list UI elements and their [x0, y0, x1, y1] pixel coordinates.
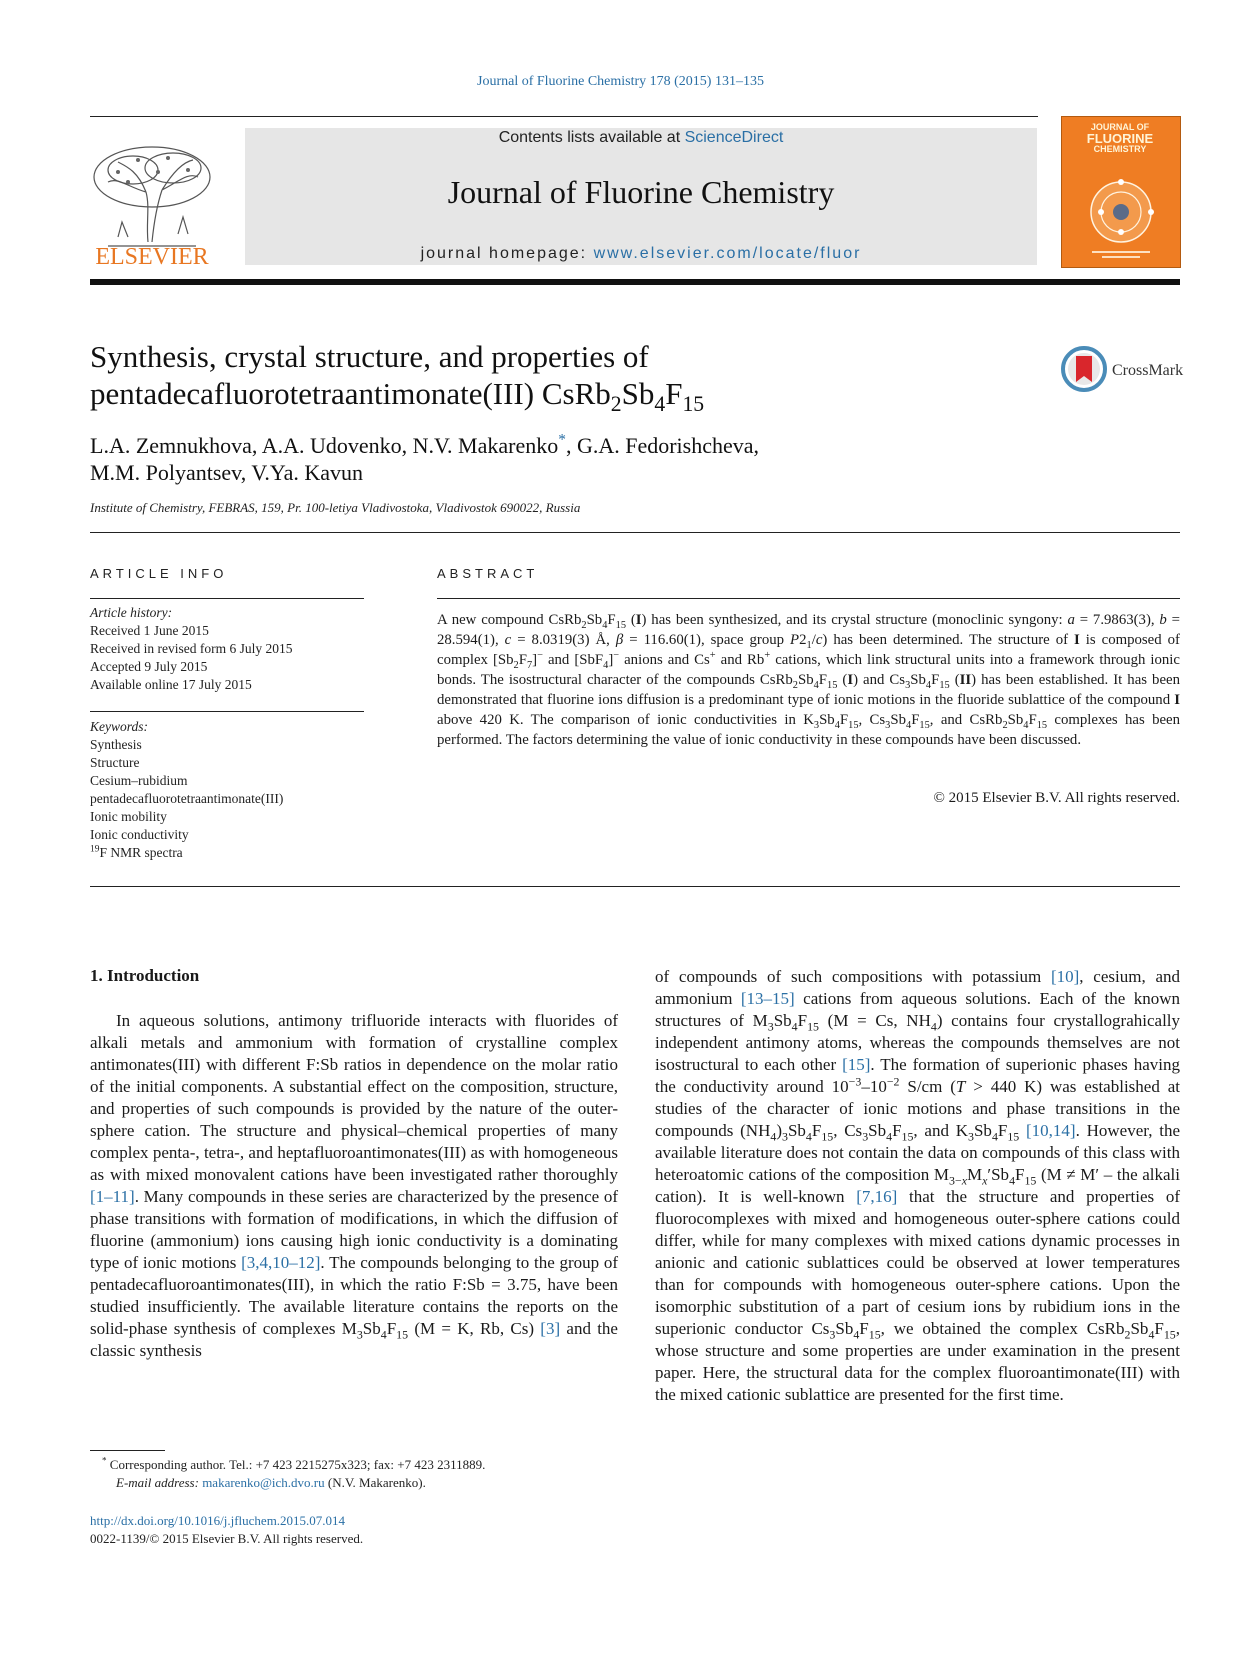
email-link[interactable]: makarenko@ich.dvo.ru — [202, 1475, 325, 1490]
article-title — [90, 338, 990, 417]
divider — [90, 532, 1180, 533]
divider — [90, 886, 1180, 887]
doi-link[interactable]: http://dx.doi.org/10.1016/j.jfluchem.2015.07.014 — [90, 1513, 346, 1528]
abstract-copyright: © 2015 Elsevier B.V. All rights reserved. — [933, 790, 1180, 806]
contents-line — [245, 129, 1037, 147]
article-info-heading: ARTICLE INFO — [90, 566, 228, 581]
doi-block — [90, 1512, 650, 1548]
journal-name: Journal of Fluorine Chemistry — [447, 174, 835, 210]
keyword-item: Ionic conductivity — [90, 827, 189, 842]
cover-title-line: JOURNAL OF — [1090, 122, 1150, 132]
citation-link[interactable]: [10] — [1050, 967, 1080, 986]
homepage-prefix: journal homepage: — [420, 245, 594, 262]
cover-title — [1061, 122, 1179, 155]
history-item: Accepted 9 July 2015 — [90, 659, 208, 674]
citation-link[interactable]: [15] — [842, 1055, 871, 1074]
keyword-item: $^{19}$F NMR spectra — [90, 844, 183, 860]
footnote-rule — [90, 1450, 165, 1451]
citation-link[interactable]: [10,14] — [1026, 1121, 1076, 1140]
abstract-body: A new compound $CsRb_2Sb_4F_{15}$ (I) has been synthesized, and its crystal structure (monoclinic syngony: a = 7.9863(3), b = 28.594(1), c = 8.0319(3) Å, β = 116.60(1), space group $P2_1/c$) has been determined. The structure of I is composed of complex $[Sb_2F_7]^-$ and [SbF$_4$]− anions and Cs+ and Rb+ cations, which link structural units into a framework through ionic bonds. The isostructural character of the compounds $CsRb_2Sb_4F_{15}$ (I) and $Cs_3Sb_4F_{15}$ (II) has been established. It has been demonstrated that fluorine ions diffusion is a predominant type of ionic motions in the fluoride sublattice of the compound I above 420 K. The comparison of ionic conductivities in $K_3Sb_4F_{15}$, $Cs_3Sb_4F_{15}$, and $CsRb_2Sb_4F_{15}$ complexes has been performed. The factors determining the value of ionic conductivity in these compounds have been discussed. — [437, 612, 1181, 748]
article-history — [90, 604, 370, 694]
keyword-item: Structure — [90, 755, 140, 770]
cover-title-line: CHEMISTRY — [1093, 144, 1147, 154]
keywords — [90, 718, 370, 862]
header-thick-rule — [90, 279, 1180, 285]
title-line-1: Synthesis, crystal structure, and properties of — [90, 339, 649, 374]
divider — [90, 598, 364, 599]
intro-column-left: In aqueous solutions, antimony trifluoride interacts with fluorides of alkali metals and ammonium with formation of crystalline complex antimonates(III) with different F:Sb ratios in dependence on the molar ratio of the initial components. A substantial effect on the composition, structure, and properties of such compounds is provided by the nature of the outer-sphere cation. The structure and physical–chemical properties of many complex penta-, tetra-, and heptafluoroantimonates(III) as with homogeneous as with mixed monovalent cations have been investigated rather thoroughly [1–11]. Many compounds in these series are characterized by the presence of phase transitions with formation of modifications, in which the diffusion of fluorine (ammonium) ions causing high ionic conductivity is a dominating type of ionic motions [3,4,10–12]. The compounds belonging to the group of pentadecafluoroantimonates(III), in which the ratio F:Sb = 3.75, have been studied insufficiently. The available literature contains the reports on the solid-phase synthesis of complexes $M_3Sb_4F_{15}$ (M = K, Rb, Cs) [3] and the classic synthesis — [90, 1011, 618, 1360]
corresponding-author-footnote: * Corresponding author. Tel.: +7 423 2215275x323; fax: +7 423 2311889. E-mail address: makarenko@ich.dvo.ru (N.V. Makarenko). — [102, 1455, 486, 1490]
citation-link[interactable]: [13–15] — [740, 989, 795, 1008]
keyword-item: Ionic mobility — [90, 809, 167, 824]
title-line-2: pentadecafluorotetraantimonate(III) $CsRb_2Sb_4F_{15}$ — [90, 376, 705, 417]
homepage-line — [245, 245, 1037, 263]
header-top-rule — [90, 116, 1038, 117]
citation-link[interactable]: [3,4,10–12] — [241, 1253, 321, 1272]
authors-line-1: L.A. Zemnukhova, A.A. Udovenko, N.V. Makarenko*, G.A. Fedorishcheva, — [90, 431, 760, 458]
authors-line-2: M.M. Polyantsev, V.Ya. Kavun — [90, 460, 364, 485]
corresponding-author-marker[interactable]: * — [558, 431, 566, 449]
sciencedirect-link[interactable]: ScienceDirect — [684, 129, 784, 146]
issn-line: 0022-1139/© 2015 Elsevier B.V. All rights reserved. — [90, 1531, 364, 1546]
divider — [437, 598, 1180, 599]
citation-link[interactable]: [3] — [540, 1319, 561, 1338]
history-item: Available online 17 July 2015 — [90, 677, 252, 692]
homepage-link[interactable]: www.elsevier.com/locate/fluor — [593, 245, 862, 262]
keyword-item: Synthesis — [90, 737, 142, 752]
keyword-item: Cesium–rubidium — [90, 773, 188, 788]
abstract-heading: ABSTRACT — [437, 566, 539, 581]
keywords-label: Keywords: — [90, 719, 148, 734]
contents-prefix: Contents lists available at — [498, 129, 685, 146]
divider — [90, 711, 364, 712]
introduction-heading: 1. Introduction — [90, 966, 200, 985]
history-item: Received in revised form 6 July 2015 — [90, 641, 293, 656]
keyword-item: pentadecafluorotetraantimonate(III) — [90, 791, 284, 806]
crossmark-icon[interactable] — [1061, 346, 1107, 392]
elsevier-wordmark: ELSEVIER — [95, 244, 209, 270]
crossmark-label[interactable]: CrossMark — [1112, 362, 1184, 379]
affiliation: Institute of Chemistry, FEBRAS, 159, Pr. 100-letiya Vladivostoka, Vladivostok 690022, Russia — [90, 500, 581, 515]
journal-reference[interactable]: Journal of Fluorine Chemistry 178 (2015) 131–135 — [477, 74, 764, 89]
cover-title-line: FLUORINE — [1086, 131, 1154, 146]
citation-link[interactable]: [1–11] — [90, 1187, 135, 1206]
history-label: Article history: — [90, 605, 173, 620]
history-item: Received 1 June 2015 — [90, 623, 209, 638]
author-list — [90, 432, 990, 486]
intro-column-right: of compounds of such compositions with potassium [10], cesium, and ammonium [13–15] cations from aqueous solutions. Each of the known structures of $M_3Sb_4F_{15}$ (M = Cs, $NH_4$) contains four crystallograhically independent antimony atoms, whereas the compounds themselves are not isostructural to each other [15]. The formation of superionic phases having the conductivity around $10^{-3}-10^{-2}$ S/cm (T > 440 K) was established at studies of the character of ionic motions and phase transitions in the compounds $(NH_4)_3Sb_4F_{15}$, $Cs_3Sb_4F_{15}$, and $K_3Sb_4F_{15}$ [10,14]. However, the available literature does not contain the data on compounds of this class with heteroatomic cations of the composition $M_{3-x}M_x'Sb_4F_{15}$ (M ≠ M′ – the alkali cation). It is well-known [7,16] that the structure and properties of fluorocomplexes with mixed and homogeneous outer-sphere cations could differ, while for many complexes with mixed cations dynamic processes in anionic and cationic sublattices could be observed at lower temperatures than for compounds with homogeneous outer-sphere cations. Upon the isomorphic substitution of a part of cesium ions by rubidium ions in the superionic conductor $Cs_3Sb_4F_{15}$, we obtained the complex $CsRb_2Sb_4F_{15}$, whose structure and some properties are under examination in the present paper. Here, the structural data for the complex fluoroantimonate(III) with the mixed cationic sublattice are presented for the first time. — [655, 967, 1181, 1404]
citation-link[interactable]: [7,16] — [856, 1187, 898, 1206]
